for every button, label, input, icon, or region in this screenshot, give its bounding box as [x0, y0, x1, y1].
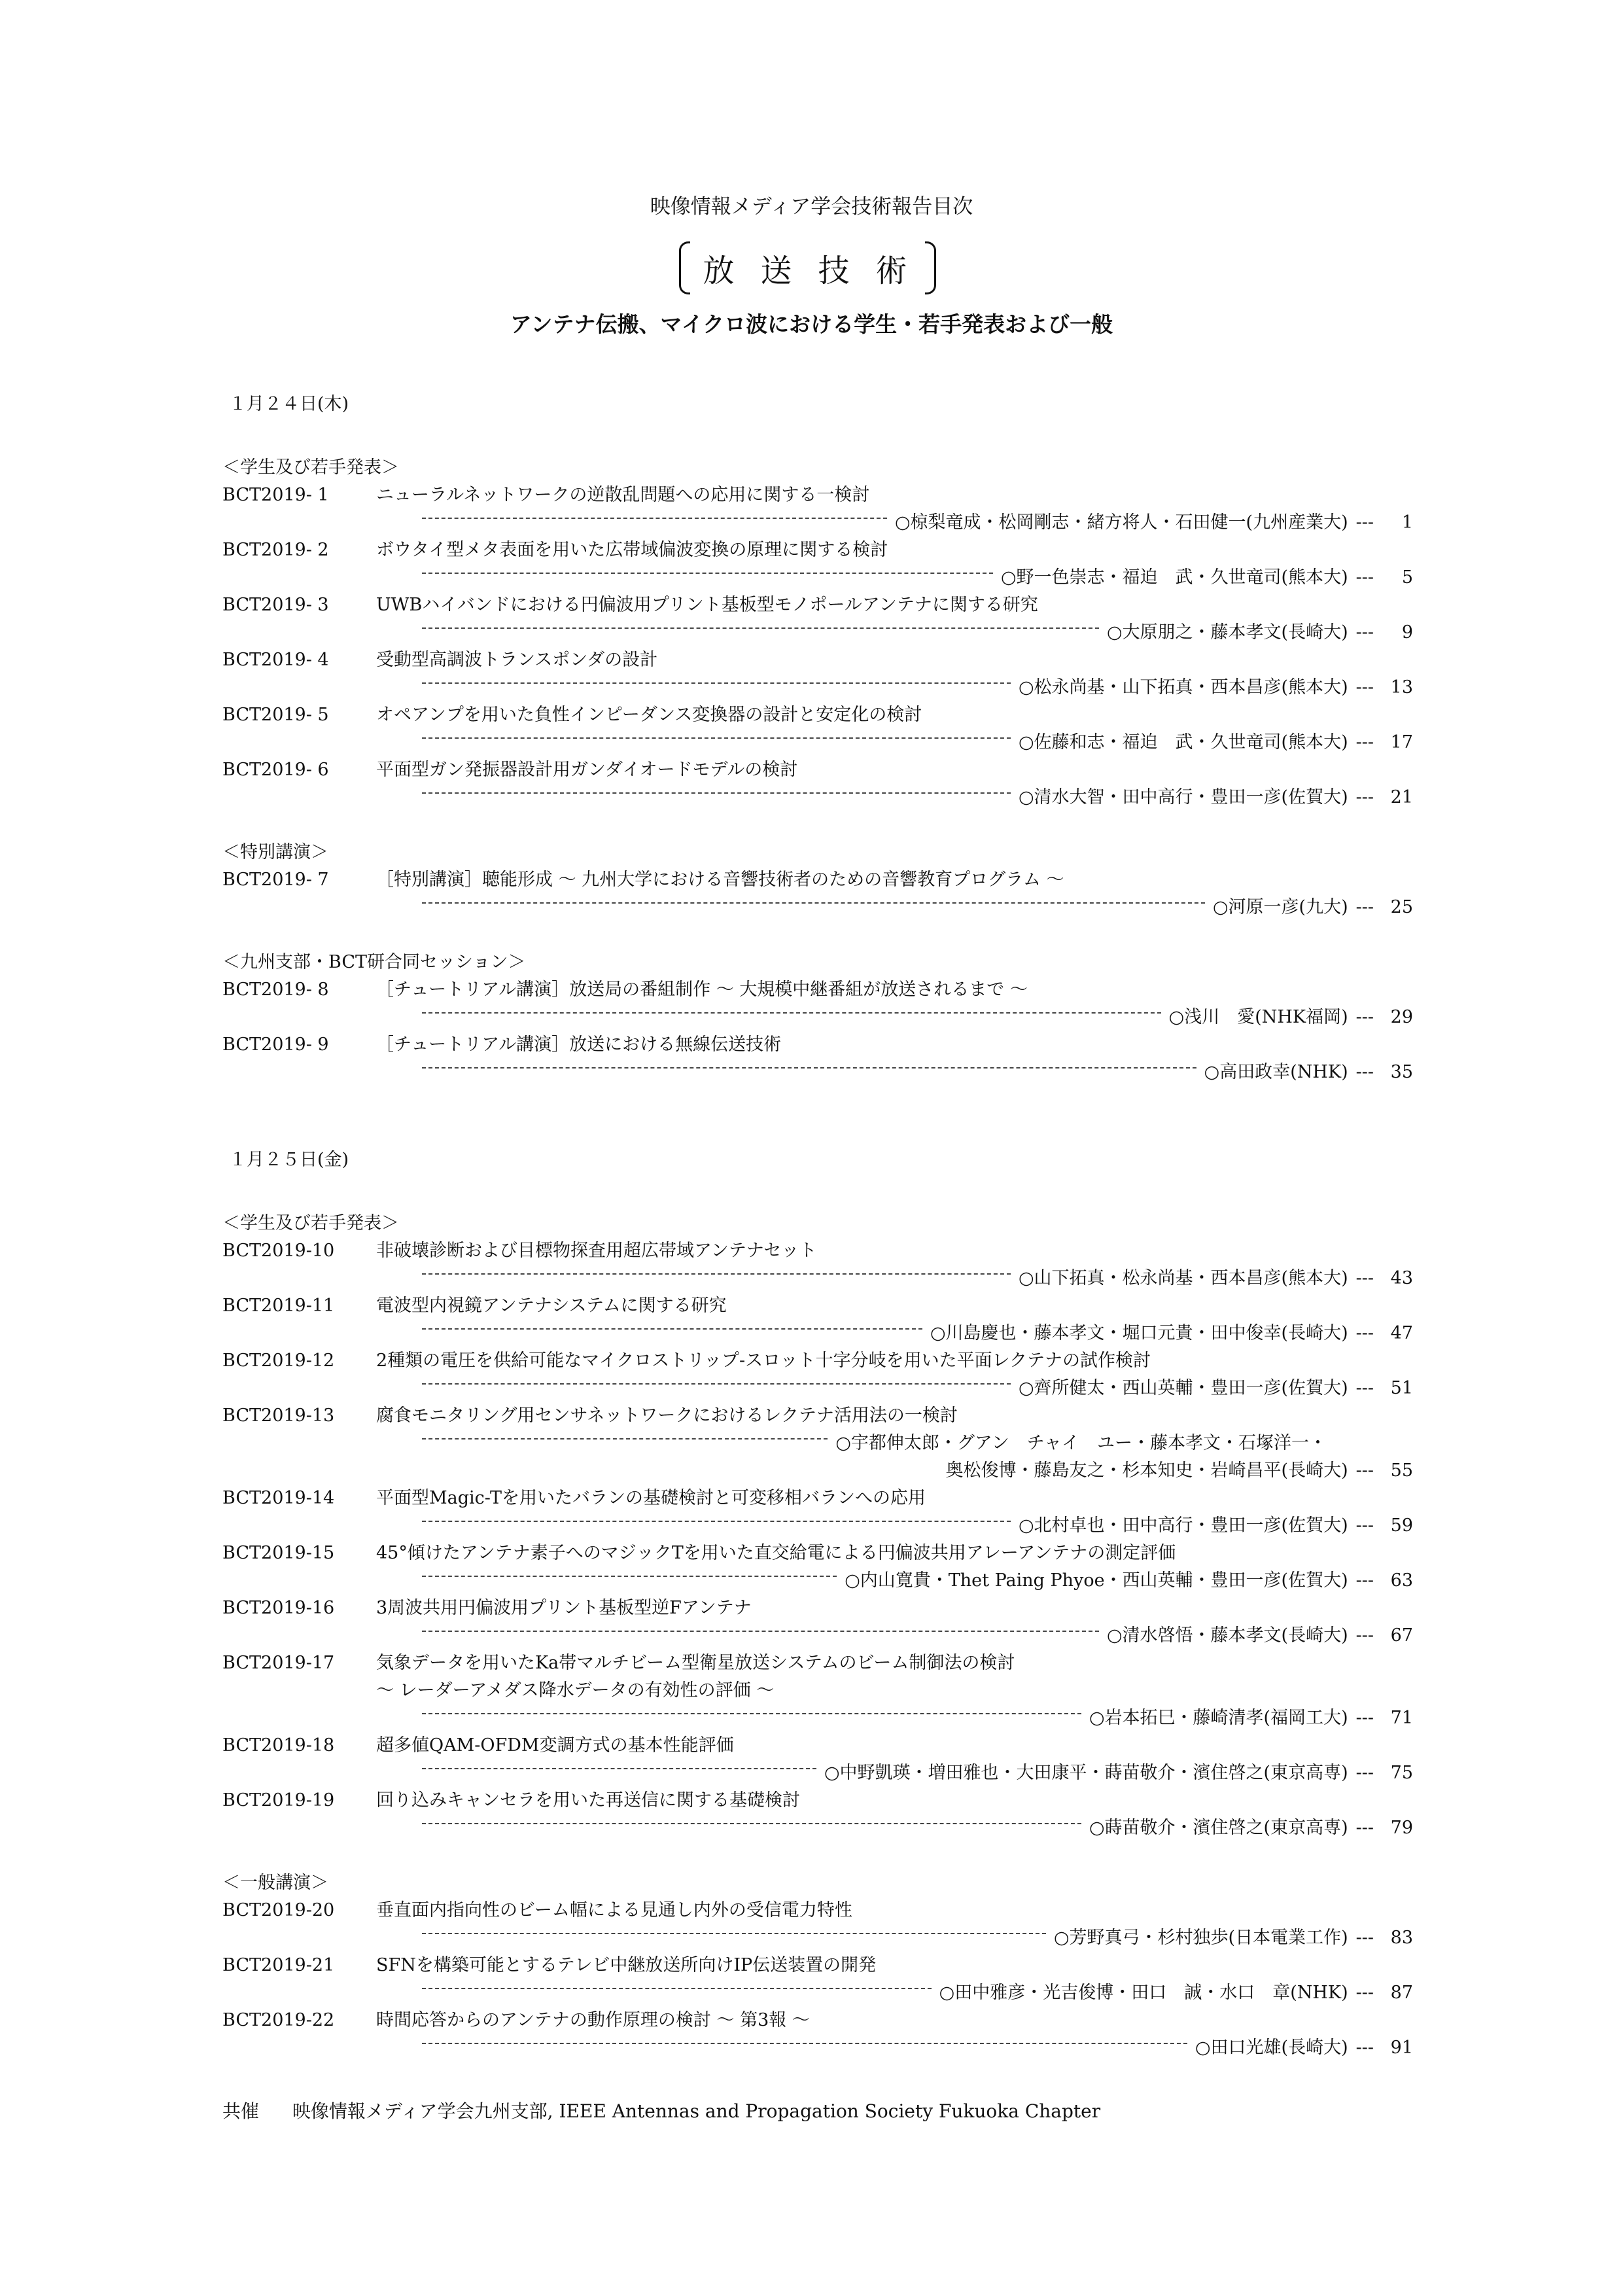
- leader-tail: ---: [1355, 897, 1374, 917]
- toc-entry: [222, 866, 1413, 921]
- report-number: BCT2019- 8: [222, 980, 329, 1000]
- toc-entry: [222, 1897, 1413, 1952]
- toc-entry: [222, 1732, 1413, 1787]
- table-of-contents: [222, 389, 1413, 2062]
- entry-title-line: [222, 537, 1413, 564]
- page-number: 13: [1390, 677, 1413, 698]
- report-authors: ○清水大智・田中高行・豊田一彦(佐賀大): [1018, 787, 1348, 807]
- entry-title-line: [222, 866, 1413, 894]
- report-number: BCT2019-13: [222, 1405, 335, 1426]
- entry-author-line: [222, 784, 1413, 811]
- report-subtitle: ～ レーダーアメダス降水データの有効性の評価 ～: [376, 1680, 775, 1701]
- entry-title-line: [222, 1292, 1413, 1320]
- leader-tail: ---: [1355, 1928, 1374, 1948]
- entry-title-line: [222, 2007, 1413, 2034]
- dashed-leader: [422, 1521, 1011, 1522]
- date-heading: １月２５日(金): [229, 1150, 349, 1170]
- report-authors: ○松永尚基・山下拓真・西本昌彦(熊本大): [1018, 677, 1348, 698]
- page-number: 21: [1390, 787, 1413, 807]
- page-number: 9: [1401, 622, 1413, 643]
- entry-title-line: [222, 592, 1413, 619]
- toc-entry: [222, 701, 1413, 756]
- report-title: ［チュートリアル講演］放送における無線伝送技術: [376, 1034, 782, 1055]
- entry-author-line: [222, 1430, 1413, 1457]
- report-number: BCT2019-19: [222, 1790, 335, 1810]
- leader-tail: ---: [1355, 1268, 1374, 1288]
- page-number: 63: [1390, 1570, 1413, 1591]
- report-title: ニューラルネットワークの逆散乱問題への応用に関する一検討: [376, 485, 870, 505]
- leader-tail: ---: [1355, 1515, 1374, 1536]
- dashed-leader: [422, 1823, 1081, 1824]
- report-number: BCT2019- 5: [222, 705, 329, 725]
- entry-author-line: [222, 619, 1413, 646]
- page-number: 71: [1390, 1708, 1413, 1728]
- leader-tail: ---: [1355, 677, 1374, 698]
- dashed-leader: [422, 792, 1011, 794]
- dashed-leader: [422, 1933, 1046, 1934]
- report-authors: ○浅川 愛(NHK福岡): [1168, 1007, 1348, 1027]
- toc-entry: [222, 1292, 1413, 1347]
- report-title: SFNを構築可能とするテレビ中継放送所向けIP伝送装置の開発: [376, 1955, 877, 1975]
- report-authors: ○椋梨竜成・松岡剛志・緒方将人・石田健一(九州産業大): [894, 512, 1348, 533]
- report-authors: ○川島慶也・藤本孝文・堀口元貴・田中俊幸(長崎大): [930, 1323, 1348, 1343]
- entry-author-line: [222, 1704, 1413, 1732]
- footer-text: 映像情報メディア学会九州支部, IEEE Antennas and Propagation Society Fukuoka Chapter: [292, 2100, 1101, 2122]
- entry-title-line: [222, 1650, 1413, 1677]
- report-number: BCT2019-22: [222, 2010, 335, 2030]
- session-label: ＜特別講演＞: [222, 842, 328, 862]
- entry-author-line: [222, 564, 1413, 592]
- report-number: BCT2019-11: [222, 1296, 335, 1316]
- report-title: 受動型高調波トランスポンダの設計: [376, 650, 658, 670]
- report-authors: ○内山寛貴・Thet Paing Phyoe・西山英輔・豊田一彦(佐賀大): [845, 1570, 1348, 1591]
- page-number: 51: [1390, 1378, 1413, 1398]
- report-number: BCT2019- 4: [222, 650, 329, 670]
- leader-tail: ---: [1355, 567, 1374, 588]
- page-number: 17: [1390, 732, 1413, 752]
- dashed-leader: [422, 1328, 922, 1330]
- entry-title-line: [222, 1237, 1413, 1265]
- entry-author-line: [222, 1759, 1413, 1787]
- report-title: 平面型Magic-Tを用いたバランの基礎検討と可変移相バランへの応用: [376, 1488, 926, 1508]
- page-number: 79: [1390, 1818, 1413, 1838]
- report-title: 2種類の電圧を供給可能なマイクロストリップ‐スロット十字分岐を用いた平面レクテナの試作検討: [376, 1351, 1151, 1371]
- dashed-leader: [422, 1383, 1011, 1385]
- session-label: ＜一般講演＞: [222, 1873, 328, 1893]
- entry-title-line: [222, 1595, 1413, 1622]
- entry-title-line: [222, 1897, 1413, 1924]
- leader-tail: ---: [1355, 1460, 1374, 1481]
- entry-author-line: [222, 1320, 1413, 1347]
- report-authors: ○宇都伸太郎・グアン チャイ ユー・藤本孝文・石塚洋一・: [835, 1433, 1327, 1453]
- page-number: 29: [1390, 1007, 1413, 1027]
- toc-entry: [222, 537, 1413, 592]
- toc-entry: [222, 1952, 1413, 2007]
- report-authors: ○高田政幸(NHK): [1204, 1062, 1348, 1082]
- leader-tail: ---: [1355, 1062, 1374, 1082]
- report-authors: ○山下拓真・松永尚基・西本昌彦(熊本大): [1018, 1268, 1348, 1288]
- report-number: BCT2019-21: [222, 1955, 335, 1975]
- page-number: 1: [1401, 512, 1413, 533]
- dashed-leader: [422, 627, 1099, 629]
- entry-author-line: [222, 1375, 1413, 1402]
- leader-tail: ---: [1355, 1983, 1374, 2003]
- toc-entry: [222, 1402, 1413, 1485]
- report-title: 3周波共用円偏波用プリント基板型逆Fアンテナ: [376, 1598, 752, 1618]
- footer-note: [222, 2097, 1100, 2123]
- dashed-leader: [422, 2043, 1187, 2044]
- entry-author-line: [222, 1265, 1413, 1292]
- entry-author-line: [222, 1059, 1413, 1086]
- toc-entry: [222, 482, 1413, 537]
- report-authors: ○齊所健太・西山英輔・豊田一彦(佐賀大): [1018, 1378, 1348, 1398]
- session-label: ＜九州支部・BCT研合同セッション＞: [222, 952, 526, 972]
- report-title: ［チュートリアル講演］放送局の番組制作 ～ 大規模中継番組が放送されるまで ～: [376, 980, 1028, 1000]
- entry-author-line: [222, 1979, 1413, 2007]
- session-block: [222, 1869, 1413, 2062]
- report-title: ボウタイ型メタ表面を用いた広帯域偏波変換の原理に関する検討: [376, 540, 888, 560]
- page-number: 67: [1390, 1625, 1413, 1646]
- report-authors: ○中野凱瑛・増田雅也・大田康平・蒔苗敬介・濱住啓之(東京高専): [824, 1763, 1348, 1783]
- section-title: 放送技術: [683, 239, 939, 297]
- session-block: [222, 839, 1413, 921]
- entry-author-line: [222, 1622, 1413, 1650]
- report-authors: ○蒔苗敬介・濱住啓之(東京高専): [1089, 1818, 1348, 1838]
- page-number: 47: [1390, 1323, 1413, 1343]
- leader-tail: ---: [1355, 787, 1374, 807]
- entry-title-line: [222, 1485, 1413, 1512]
- report-authors: ○河原一彦(九大): [1212, 897, 1348, 917]
- toc-entry: [222, 1031, 1413, 1086]
- page-number: 75: [1390, 1763, 1413, 1783]
- entry-title-line: [222, 1732, 1413, 1759]
- report-title: ［特別講演］聴能形成 ～ 九州大学における音響技術者のための音響教育プログラム ～: [376, 870, 1064, 890]
- toc-entry: [222, 1595, 1413, 1650]
- toc-entry: [222, 1787, 1413, 1842]
- session-block: [222, 1210, 1413, 1842]
- section-subtitle: アンテナ伝搬、マイクロ波における学生・若手発表および一般: [510, 311, 1113, 337]
- entry-author-line-cont: [222, 1457, 1413, 1485]
- report-title: オペアンプを用いた負性インピーダンス変換器の設計と安定化の検討: [376, 705, 922, 725]
- leader-tail: ---: [1355, 1625, 1374, 1646]
- dashed-leader: [422, 1988, 932, 1989]
- report-authors: ○岩本拓巳・藤崎清孝(福岡工大): [1089, 1708, 1348, 1728]
- report-title: 垂直面内指向性のビーム幅による見通し内外の受信電力特性: [376, 1900, 852, 1920]
- date-heading: １月２４日(木): [229, 394, 349, 414]
- dashed-leader: [422, 1012, 1161, 1014]
- entry-author-line: [222, 1814, 1413, 1842]
- report-authors-cont: 奥松俊博・藤島友之・杉本知史・岩崎昌平(長崎大): [945, 1460, 1348, 1481]
- toc-entry: [222, 1485, 1413, 1540]
- report-authors: ○大原朋之・藤本孝文(長崎大): [1106, 622, 1348, 643]
- dashed-leader: [422, 1438, 828, 1439]
- entry-title-line: [222, 756, 1413, 784]
- page-number: 87: [1390, 1983, 1413, 2003]
- session-block: [222, 949, 1413, 1086]
- dashed-leader: [422, 1631, 1099, 1632]
- page-number: 25: [1390, 897, 1413, 917]
- entry-title-line: [222, 976, 1413, 1004]
- report-number: BCT2019- 1: [222, 485, 329, 505]
- report-number: BCT2019-17: [222, 1653, 335, 1673]
- report-authors: ○清水啓悟・藤本孝文(長崎大): [1106, 1625, 1348, 1646]
- report-title: UWBハイバンドにおける円偏波用プリント基板型モノポールアンテナに関する研究: [376, 595, 1038, 615]
- leader-tail: ---: [1355, 732, 1374, 752]
- entry-author-line: [222, 674, 1413, 701]
- page-number: 55: [1390, 1460, 1413, 1481]
- report-number: BCT2019-12: [222, 1351, 335, 1371]
- report-authors: ○佐藤和志・福迫 武・久世竜司(熊本大): [1018, 732, 1348, 752]
- entry-author-line: [222, 2034, 1413, 2062]
- toc-entry: [222, 646, 1413, 701]
- report-title: 45°傾けたアンテナ素子へのマジックTを用いた直交給電による円偏波共用アレーアンテナの測定評価: [376, 1543, 1176, 1563]
- report-number: BCT2019-10: [222, 1241, 335, 1261]
- report-number: BCT2019-18: [222, 1735, 335, 1756]
- entry-title-line: [222, 646, 1413, 674]
- entry-title-line: [222, 701, 1413, 729]
- entry-author-line: [222, 1004, 1413, 1031]
- report-number: BCT2019-20: [222, 1900, 335, 1920]
- entry-title-line: [222, 1402, 1413, 1430]
- report-number: BCT2019-16: [222, 1598, 335, 1618]
- session-label: ＜学生及び若手発表＞: [222, 457, 399, 478]
- report-title: 時間応答からのアンテナの動作原理の検討 ～ 第3報 ～: [376, 2010, 810, 2030]
- report-title: 電波型内視鏡アンテナシステムに関する研究: [376, 1296, 727, 1316]
- toc-entry: [222, 976, 1413, 1031]
- page-number: 59: [1390, 1515, 1413, 1536]
- report-authors: ○北村卓也・田中高行・豊田一彦(佐賀大): [1018, 1515, 1348, 1536]
- dashed-leader: [422, 1576, 837, 1577]
- report-number: BCT2019- 7: [222, 870, 329, 890]
- entry-title-line: [222, 1347, 1413, 1375]
- leader-tail: ---: [1355, 1570, 1374, 1591]
- entry-title-line: [222, 1952, 1413, 1979]
- report-title: 回り込みキャンセラを用いた再送信に関する基礎検討: [376, 1790, 800, 1810]
- leader-tail: ---: [1355, 512, 1374, 533]
- entry-title-line: [222, 1031, 1413, 1059]
- report-authors: ○芳野真弓・杉村独歩(日本電業工作): [1053, 1928, 1348, 1948]
- toc-entry: [222, 1650, 1413, 1732]
- toc-entry: [222, 1347, 1413, 1402]
- report-title: 超多値QAM-OFDM変調方式の基本性能評価: [376, 1735, 734, 1756]
- entry-author-line: [222, 1924, 1413, 1952]
- report-number: BCT2019-14: [222, 1488, 335, 1508]
- leader-tail: ---: [1355, 1007, 1374, 1027]
- toc-entry: [222, 592, 1413, 646]
- toc-entry: [222, 1540, 1413, 1595]
- leader-tail: ---: [1355, 1708, 1374, 1728]
- report-title: 気象データを用いたKa帯マルチビーム型衛星放送システムのビーム制御法の検討: [376, 1653, 1015, 1673]
- report-authors: ○野一色崇志・福迫 武・久世竜司(熊本大): [1000, 567, 1348, 588]
- report-number: BCT2019- 6: [222, 760, 329, 780]
- report-number: BCT2019-15: [222, 1543, 335, 1563]
- session-block: [222, 454, 1413, 811]
- entry-author-line: [222, 509, 1413, 537]
- report-title: 非破壊診断および目標物探査用超広帯域アンテナセット: [376, 1241, 817, 1261]
- page-number: 35: [1390, 1062, 1413, 1082]
- report-title: 平面型ガン発振器設計用ガンダイオードモデルの検討: [376, 760, 798, 780]
- dashed-leader: [422, 573, 993, 574]
- dashed-leader: [422, 902, 1205, 904]
- entry-title-line: [222, 1787, 1413, 1814]
- dashed-leader: [422, 737, 1011, 739]
- page-number: 83: [1390, 1928, 1413, 1948]
- leader-tail: ---: [1355, 1763, 1374, 1783]
- leader-tail: ---: [1355, 622, 1374, 643]
- report-authors: ○田口光雄(長崎大): [1195, 2038, 1348, 2058]
- toc-entry: [222, 1237, 1413, 1292]
- entry-author-line: [222, 1567, 1413, 1595]
- page-number: 43: [1390, 1268, 1413, 1288]
- session-label: ＜学生及び若手発表＞: [222, 1213, 399, 1233]
- dashed-leader: [422, 518, 887, 519]
- entry-author-line: [222, 1512, 1413, 1540]
- report-authors: ○田中雅彦・光吉俊博・田口 誠・水口 章(NHK): [939, 1983, 1348, 2003]
- entry-title-line: [222, 482, 1413, 509]
- footer-label: 共催: [222, 2100, 260, 2122]
- leader-tail: ---: [1355, 1818, 1374, 1838]
- title-wrap: [0, 239, 1623, 297]
- dashed-leader: [422, 1273, 1011, 1275]
- dashed-leader: [422, 682, 1011, 684]
- toc-entry: [222, 756, 1413, 811]
- entry-author-line: [222, 729, 1413, 756]
- dashed-leader: [422, 1067, 1196, 1069]
- entry-title-line: [222, 1540, 1413, 1567]
- leader-tail: ---: [1355, 1378, 1374, 1398]
- toc-entry: [222, 2007, 1413, 2062]
- report-number: BCT2019- 2: [222, 540, 329, 560]
- dashed-leader: [422, 1768, 816, 1769]
- report-header: 映像情報メディア学会技術報告目次: [650, 195, 973, 219]
- dashed-leader: [422, 1713, 1081, 1714]
- leader-tail: ---: [1355, 2038, 1374, 2058]
- report-title: 腐食モニタリング用センサネットワークにおけるレクテナ活用法の一検討: [376, 1405, 958, 1426]
- page-number: 91: [1390, 2038, 1413, 2058]
- report-number: BCT2019- 3: [222, 595, 329, 615]
- entry-author-line: [222, 894, 1413, 921]
- report-number: BCT2019- 9: [222, 1034, 329, 1055]
- page-number: 5: [1401, 567, 1413, 588]
- leader-tail: ---: [1355, 1323, 1374, 1343]
